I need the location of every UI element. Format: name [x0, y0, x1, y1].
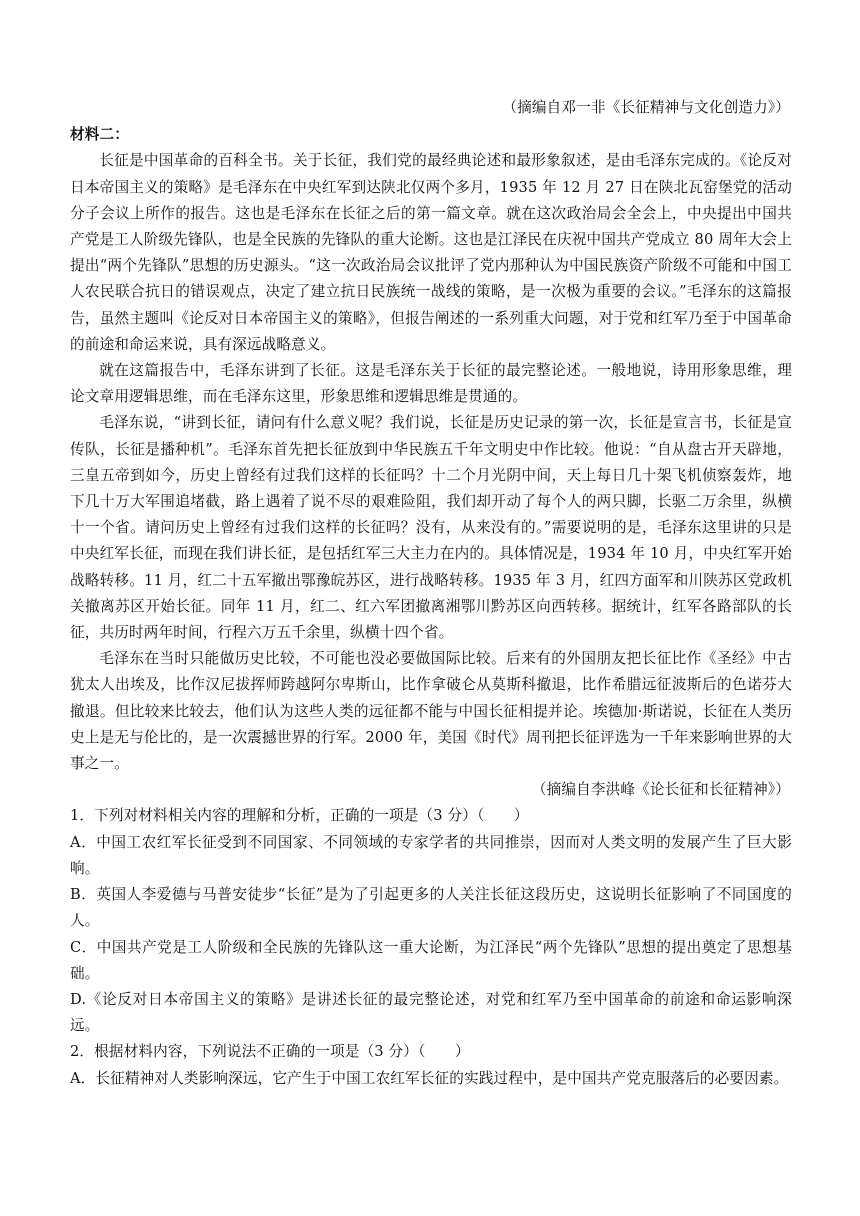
- question-1-option-a: A．中国工农红军长征受到不同国家、不同领域的专家学者的共同推崇，因而对人类文明的发展产生了巨大影响。: [70, 833, 792, 877]
- question-1-option-b: B．英国人李爱德与马普安徒步“长征”是为了引起更多的人关注长征这段历史，这说明长征影响了不同国度的人。: [70, 886, 792, 930]
- material1-source: （摘编自邓一非《长征精神与文化创造力》）: [502, 99, 790, 116]
- question-2-stem: 2．根据材料内容，下列说法不正确的一项是（3 分）（ ）: [70, 1043, 470, 1061]
- material2-paragraph-1: 长征是中国革命的百科全书。关于长征，我们党的最经典论述和最形象叙述，是由毛泽东完成的。《论反对日本帝国主义的策略》是毛泽东在中央红军到达陕北仅两个多月，1935 年 12 月 27 日在陕北瓦窑堡党的活动分子会议上所作的报告。这也是毛泽东在长征之后的第一篇文章。就在这次政治局会全会上，中央提出中国共产党是工人阶级先锋队，也是全民族的先锋队的重大论断。这也是江泽民在庆祝中国共产党成立 80 周年大会上提出“两个先锋队”思想的历史源头。“这一次政治局会议批评了党内那种认为中国民族资产阶级不可能和中国工人农民联合抗日的错误观点，决定了建立抗日民族统一战线的策略，是一次极为重要的会议。”毛泽东的这篇报告，虽然主题叫《论反对日本帝国主义的策略》，但报告阐述的一系列重大问题，对于党和红军乃至于中国革命的前途和命运来说，具有深远战略意义。: [70, 152, 792, 353]
- question-2-option-a: A．长征精神对人类影响深远，它产生于中国工农红军长征的实践过程中，是中国共产党克服落后的必要因素。: [70, 1069, 789, 1087]
- document-body: [70, 95, 792, 1092]
- question-1-option-d: D.《论反对日本帝国主义的策略》是讲述长征的最完整论述，对党和红军乃至中国革命的前途和命运影响深远。: [70, 990, 792, 1035]
- material2-paragraph-3: 毛泽东说，“讲到长征，请问有什么意义呢？我们说，长征是历史记录的第一次，长征是宣言书，长征是宣传队，长征是播种机”。毛泽东首先把长征放到中华民族五千年文明史中作比较。他说：“自从盘古开天辟地，三皇五帝到如今，历史上曾经有过我们这样的长征吗？十二个月光阴中间，天上每日几十架飞机侦察轰炸，地下几十万大军围追堵截，路上遇着了说不尽的艰难险阻，我们却开动了每个人的两只脚，长驱二万余里，纵横十一个省。请问历史上曾经有过我们这样的长征吗？没有，从来没有的。”需要说明的是，毛泽东这里讲的只是中央红军长征，而现在我们讲长征，是包括红军三大主力在内的。具体情况是，1934 年 10 月，中央红军开始战略转移。11 月，红二十五军撤出鄂豫皖苏区，进行战略转移。1935 年 3 月，红四方面军和川陕苏区党政机关撤离苏区开始长征。同年 11 月，红二、红六军团撤离湘鄂川黔苏区向西转移。据统计，红军各路部队的长征，共历时两年时间，行程六万五千余里，纵横十四个省。: [70, 414, 792, 642]
- material2-paragraph-4: 毛泽东在当时只能做历史比较，不可能也没必要做国际比较。后来有的外国朋友把长征比作《圣经》中古犹太人出埃及，比作汉尼拔挥师跨越阿尔卑斯山，比作拿破仑从莫斯科撤退，比作希腊远征波斯后的色诺芬大撤退。但比较来比较去，他们认为这些人类的远征都不能与中国长征相提并论。埃德加·斯诺说，长征在人类历史上是无与伦比的，是一次震撼世界的行军。2000 年，美国《时代》周刊把长征评选为一千年来影响世界的大事之一。: [70, 650, 792, 773]
- material2-heading: 材料二：: [70, 126, 129, 144]
- question-1-option-c: C．中国共产党是工人阶级和全民族的先锋队这一重大论断，为江泽民“两个先锋队”思想的提出奠定了思想基础。: [70, 938, 792, 982]
- question-1-stem: 1．下列对材料相关内容的理解和分析，正确的一项是（3 分）（ ）: [70, 807, 529, 825]
- material2-paragraph-2: 就在这篇报告中，毛泽东讲到了长征。这是毛泽东关于长征的最完整论述。一般地说，诗用形象思维，理论文章用逻辑思维，而在毛泽东这里，形象思维和逻辑思维是贯通的。: [70, 362, 792, 406]
- material2-source: （摘编自李洪峰《论长征和长征精神》）: [531, 781, 790, 799]
